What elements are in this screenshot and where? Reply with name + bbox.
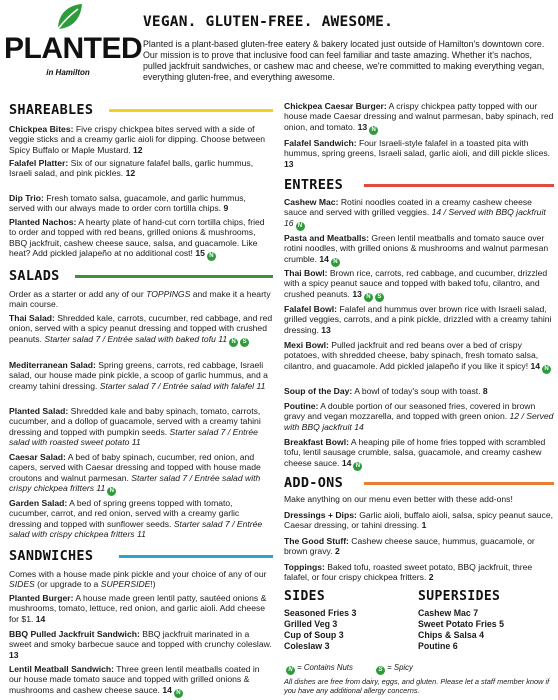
- intro-paragraph: Planted is a plant-based gluten-free eatery & bakery located just outside of Hamilton's downtown core. Our mission is to prove that inclusive food can feel familiar and taste amazing. Whether it's nachos, pulled jackfruit sandwiches, or cashew mac and cheese, we're committed to making everything vegan, everything gluten-free, and everything awesome.: [143, 39, 545, 82]
- menu-item: Dip Trio: Fresh tomato salsa, guacamole, and garlic hummus, served with our always made to order corn tortilla chips. 9: [9, 193, 246, 214]
- menu-item: Mediterranean Salad: Spring greens, carrots, red cabbage, Israeli salad, our house made pink pickle, a scoop of garlic hummus, and a creamy tahini dressing. Starter salad 7 / Entrée salad with falafel 11: [9, 360, 268, 391]
- menu-item: Breakfast Bowl: A heaping pile of home fries topped with scrambled tofu, lentil sausage crumble, salsa, guacamole, and creamy cashew cheese sauce. 14 N: [284, 437, 546, 469]
- nuts-icon: N: [207, 252, 216, 261]
- superside-item: Cashew Mac 7: [418, 608, 479, 618]
- entrees-header: [284, 176, 554, 194]
- section-title: ENTREES: [284, 177, 343, 193]
- menu-item: Falafel Platter: Six of our signature falafel balls, garlic hummus, Israeli salad, and pink pickles. 12: [9, 158, 254, 179]
- brand-location: in Hamilton: [46, 68, 90, 77]
- nuts-icon: N: [296, 222, 305, 231]
- section-intro: Order as a starter or add any of our TOPPINGS and make it a hearty main course.: [9, 289, 271, 310]
- side-item: Coleslaw 3: [284, 641, 330, 651]
- menu-item: Lentil Meatball Sandwich: Three green lentil meatballs coated in our house made tomato sauce and topped with grilled onions & mushrooms and cashew cheese sauce. 14 N: [9, 664, 260, 696]
- spicy-icon: S: [240, 338, 249, 347]
- leaf-logo-icon: [54, 2, 84, 32]
- legend-spicy: S = Spicy: [374, 663, 413, 675]
- section-rule: [364, 482, 554, 485]
- side-item: Seasoned Fries 3: [284, 608, 357, 618]
- nuts-icon: N: [364, 293, 373, 302]
- menu-item: Falafel Sandwich: Four Israeli-style falafel in a toasted pita with hummus, spring greens, Israeli salad, garlic aioli, and dill pickle slices. 13: [284, 138, 551, 169]
- nuts-icon: N: [542, 365, 551, 374]
- section-intro: Comes with a house made pink pickle and your choice of any of our SIDES (or upgrade to a SUPERSIDE!): [9, 569, 267, 590]
- nuts-icon: N: [286, 666, 295, 675]
- section-title: ADD-ONS: [284, 475, 343, 491]
- menu-item: Thai Bowl: Brown rice, carrots, red cabbage, and cucumber, drizzled with a spicy peanut sauce and topped with baked tofu, cilantro, and crushed peanuts. 13 N S: [284, 268, 548, 300]
- menu-item: BBQ Pulled Jackfruit Sandwich: BBQ jackfruit marinated in a sweet and smoky barbecue sauce and topped with crunchy coleslaw. 13: [9, 629, 272, 660]
- superside-item: Chips & Salsa 4: [418, 630, 485, 640]
- nuts-icon: N: [107, 487, 116, 496]
- menu-item: Planted Burger: A house made green lentil patty, sautéed onions & mushrooms, tomato, lettuce, red onion, and garlic aioli. Add cheese for $1. 14: [9, 593, 267, 624]
- menu-item: Caesar Salad: A bed of baby spinach, cucumber, red onion, and capers, served with Caesar dressing and topped with house made croutons and walnut parmesan. Starter salad 7 / Entrée salad with crispy chickpea fritters 11 N: [9, 452, 261, 494]
- section-rule: [109, 109, 273, 112]
- superside-item: Poutine 6: [418, 641, 458, 651]
- section-title: SALADS: [9, 268, 60, 284]
- nuts-icon: N: [369, 126, 378, 135]
- menu-item: Dressings + Dips: Garlic aioli, buffalo aioli, salsa, spicy peanut sauce, Caesar dressing, or tahini dressing. 1: [284, 510, 554, 531]
- sandwiches-header: [9, 547, 273, 565]
- superside-item: Sweet Potato Fries 5: [418, 619, 505, 629]
- sides-title: SIDES: [284, 589, 326, 604]
- menu-item: Garden Salad: A bed of spring greens topped with tomato, cucumber, carrot, and red onion, served with a creamy garlic dressing and topped with sunflower seeds. Starter salad 7 / Entrée salad with crispy chickpea fritters 11: [9, 498, 263, 539]
- section-intro: Make anything on our menu even better with these add-ons!: [284, 494, 513, 504]
- menu-item: Falafel Bowl: Falafel and hummus over brown rice with Israeli salad, grilled veggies, carrots, and a pink pickle, drizzled with a creamy tahini dressing. 13: [284, 304, 552, 335]
- spicy-icon: S: [375, 293, 384, 302]
- menu-item: Chickpea Caesar Burger: A crispy chickpea patty topped with our house made Caesar dressing and walnut parmesan, baby spinach, red onion, and tomato. 13 N: [284, 101, 554, 133]
- addons-header: [284, 474, 554, 492]
- allergy-footnote: All dishes are free from dairy, eggs, and gluten. Please let a staff member know if you have any additional allergy concerns.: [284, 677, 550, 695]
- section-title: SANDWICHES: [9, 548, 94, 564]
- menu-item: Planted Salad: Shredded kale and baby spinach, tomato, carrots, cucumber, and a dollop of guacamole, served with a creamy tahini dressing and topped with pumpkin seeds. Starter salad 7 / Entrée salad with roasted sweet potato 11: [9, 406, 261, 447]
- salads-header: [9, 267, 273, 285]
- section-rule: [75, 275, 273, 278]
- menu-item: Poutine: A double portion of our seasoned fries, covered in brown gravy and vegan mozzarella, and topped with green onion. 12 / Served with BBQ jackfruit 14: [284, 401, 554, 432]
- menu-item: Soup of the Day: A bowl of today's soup with toast. 8: [284, 386, 488, 396]
- supersides-title: SUPERSIDES: [418, 589, 501, 604]
- nuts-icon: N: [331, 258, 340, 267]
- brand-name: PLANTED: [4, 32, 143, 65]
- menu-item: Pasta and Meatballs: Green lentil meatballs and tomato sauce over rotini noodles, with grilled onions & mushrooms and walnut parmesan crumble. 14 N: [284, 233, 549, 265]
- spicy-icon: S: [376, 666, 385, 675]
- menu-item: Cashew Mac: Rotini noodles coated in a creamy cashew cheese sauce and served with grilled veggies. 14 / Served with BBQ jackfruit 16 N: [284, 197, 546, 229]
- menu-item: Chickpea Bites: Five crispy chickpea bites served with a side of veggie sticks and a creamy garlic aioli for dipping. Choose between Spicy Buffalo or Maple Mustard. 12: [9, 124, 266, 155]
- section-rule: [364, 184, 554, 187]
- menu-item: Mexi Bowl: Pulled jackfruit and red beans over a bed of crispy potatoes, with shredded cheese, baby spinach, fresh tomato salsa, cilantro, and guacamole. Add pickled jalapeño if you like it spicy! 14 N: [284, 340, 554, 374]
- section-rule: [119, 555, 273, 558]
- legend-nuts: N = Contains Nuts: [284, 663, 353, 675]
- menu-item: The Good Stuff: Cashew cheese sauce, hummus, guacamole, or brown gravy. 2: [284, 536, 535, 557]
- tagline: VEGAN. GLUTEN-FREE. AWESOME.: [143, 14, 394, 30]
- shareables-header: [9, 101, 273, 119]
- nuts-icon: N: [229, 338, 238, 347]
- nuts-icon: N: [174, 689, 183, 698]
- nuts-icon: N: [353, 462, 362, 471]
- menu-item: Thai Salad: Shredded kale, carrots, cucumber, red cabbage, and red onion, served with a spicy peanut dressing and topped with crushed peanuts. Starter salad 7 / Entrée salad with baked tofu 11 N S: [9, 313, 273, 345]
- side-item: Grilled Veg 3: [284, 619, 338, 629]
- menu-item: Toppings: Baked tofu, roasted sweet potato, BBQ jackfruit, three falafel, or four crispy chickpea fritters. 2: [284, 562, 533, 583]
- menu-item: Planted Nachos: A hearty plate of hand-cut corn tortilla chips, fried to order and topped with red beans, grilled onions & mushrooms, BBQ jackfruit, cashew cheese sauce, salsa, and guacamole. Like heat? Add pickled jalapeño at no additional cost! 15 N: [9, 217, 265, 259]
- section-title: SHAREABLES: [9, 102, 94, 118]
- side-item: Cup of Soup 3: [284, 630, 344, 640]
